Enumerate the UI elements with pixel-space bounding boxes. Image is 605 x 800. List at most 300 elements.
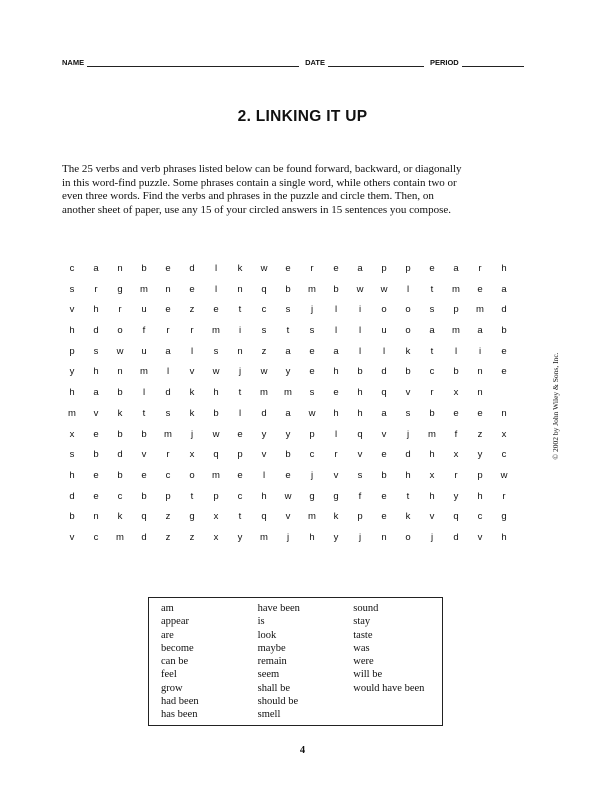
grid-letter[interactable]: w [356, 283, 364, 295]
grid-letter[interactable]: j [310, 304, 314, 316]
grid-letter[interactable]: d [165, 387, 171, 399]
grid-letter[interactable]: y [261, 428, 267, 440]
grid-letter[interactable]: d [453, 531, 459, 543]
grid-letter[interactable]: b [285, 283, 291, 295]
grid-letter[interactable]: r [454, 469, 458, 481]
grid-letter[interactable]: j [238, 366, 242, 378]
instruction-line: even three words. Find the verbs and phrases in the puzzle and circle them. Then, on [62, 190, 434, 202]
header-fields [62, 53, 532, 67]
grid-letter[interactable]: r [478, 263, 482, 274]
word-list-item: was [353, 642, 370, 654]
grid-letter[interactable]: s [285, 304, 291, 316]
grid-letter[interactable]: l [454, 345, 458, 357]
grid-letter[interactable]: e [285, 469, 291, 481]
grid-letter[interactable]: h [357, 387, 363, 399]
grid-letter[interactable]: c [69, 263, 75, 274]
grid-letter[interactable]: x [453, 449, 459, 461]
grid-letter[interactable]: d [189, 263, 195, 274]
grid-letter[interactable]: o [117, 325, 123, 337]
grid-letter[interactable]: e [93, 469, 99, 481]
grid-letter[interactable]: r [190, 325, 194, 337]
grid-letter[interactable]: h [93, 366, 99, 378]
grid-letter[interactable]: c [93, 531, 99, 543]
grid-letter[interactable]: s [213, 345, 219, 357]
grid-letter[interactable]: x [69, 428, 75, 440]
grid-letter[interactable]: v [69, 304, 75, 316]
word-list-item: shall be [257, 682, 290, 694]
grid-letter[interactable]: h [429, 449, 435, 461]
grid-letter[interactable]: p [405, 263, 411, 274]
grid-letter[interactable]: v [381, 428, 387, 440]
grid-letter[interactable]: x [213, 531, 219, 543]
grid-letter[interactable]: r [502, 490, 506, 502]
grid-letter[interactable]: l [238, 407, 242, 419]
grid-letter[interactable]: t [190, 490, 194, 502]
word-list-item: should be [257, 696, 299, 708]
grid-letter[interactable]: l [262, 469, 266, 481]
grid-letter[interactable]: m [116, 531, 124, 543]
grid-letter[interactable]: w [260, 366, 268, 378]
grid-letter[interactable]: a [285, 345, 291, 357]
grid-letter[interactable]: p [453, 304, 459, 316]
name-blank[interactable] [87, 58, 299, 67]
grid-letter[interactable]: j [310, 469, 314, 481]
grid-letter[interactable]: l [334, 325, 338, 337]
grid-letter[interactable]: e [237, 428, 243, 440]
grid-letter[interactable]: e [333, 387, 339, 399]
grid-letter[interactable]: h [477, 490, 483, 502]
grid-letter[interactable]: e [141, 469, 147, 481]
grid-letter[interactable]: t [238, 304, 242, 316]
grid-letter[interactable]: p [309, 428, 315, 440]
grid-letter[interactable]: d [69, 490, 75, 502]
grid-letter[interactable]: b [213, 407, 219, 419]
grid-letter[interactable]: j [190, 428, 194, 440]
grid-letter[interactable]: l [190, 345, 194, 357]
page-number: 4 [299, 745, 306, 756]
grid-letter[interactable]: u [141, 304, 147, 316]
grid-letter[interactable]: a [357, 263, 363, 274]
word-list-item: is [257, 616, 265, 628]
grid-letter[interactable]: z [165, 531, 171, 543]
grid-letter[interactable]: e [477, 407, 483, 419]
grid-letter[interactable]: o [189, 469, 195, 481]
grid-letter[interactable]: t [286, 325, 290, 337]
grid-letter[interactable]: n [165, 283, 171, 295]
grid-letter[interactable]: p [165, 490, 171, 502]
grid-letter[interactable]: q [141, 511, 147, 523]
grid-letter[interactable]: b [453, 366, 459, 378]
grid-letter[interactable]: p [381, 263, 387, 274]
grid-letter[interactable]: l [334, 428, 338, 440]
grid-letter[interactable]: b [117, 387, 123, 399]
grid-letter[interactable]: y [69, 366, 75, 378]
grid-letter[interactable]: u [141, 345, 147, 357]
grid-letter[interactable]: i [358, 304, 362, 316]
word-list-column-1 [161, 602, 258, 725]
grid-letter[interactable]: h [333, 407, 339, 419]
grid-letter[interactable]: j [406, 428, 410, 440]
date-blank[interactable] [328, 58, 424, 67]
grid-letter[interactable]: w [500, 469, 508, 481]
grid-letter[interactable]: x [429, 469, 435, 481]
grid-row [60, 321, 540, 342]
grid-letter[interactable]: a [501, 283, 507, 295]
grid-letter[interactable]: a [285, 407, 291, 419]
grid-letter[interactable]: l [166, 366, 170, 378]
grid-letter[interactable]: m [212, 469, 220, 481]
grid-letter[interactable]: k [405, 345, 411, 357]
grid-letter[interactable]: c [165, 469, 171, 481]
grid-letter[interactable]: t [430, 283, 434, 295]
grid-row [60, 507, 540, 528]
grid-letter[interactable]: y [477, 449, 483, 461]
grid-letter[interactable]: n [117, 263, 123, 274]
grid-letter[interactable]: r [310, 263, 314, 274]
grid-letter[interactable]: e [189, 283, 195, 295]
grid-letter[interactable]: v [405, 387, 411, 399]
grid-letter[interactable]: e [381, 490, 387, 502]
grid-letter[interactable]: b [141, 263, 147, 274]
grid-letter[interactable]: u [381, 325, 387, 337]
grid-letter[interactable]: x [501, 428, 507, 440]
word-list-item: maybe [257, 642, 286, 654]
word-list-box [148, 597, 443, 726]
grid-letter[interactable]: e [309, 345, 315, 357]
grid-letter[interactable]: v [285, 511, 291, 523]
grid-letter[interactable]: l [358, 325, 362, 337]
grid-letter[interactable]: y [285, 428, 291, 440]
grid-letter[interactable]: t [142, 407, 146, 419]
grid-letter[interactable]: k [189, 387, 195, 399]
word-list-item: has been [161, 709, 198, 721]
grid-letter[interactable]: f [142, 325, 146, 337]
grid-letter[interactable]: d [261, 407, 267, 419]
grid-letter[interactable]: l [214, 283, 218, 295]
grid-letter[interactable]: l [214, 263, 218, 274]
grid-letter[interactable]: r [166, 325, 170, 337]
page-title: 2. LINKING IT UP [237, 108, 368, 125]
word-list-item: feel [161, 669, 177, 681]
grid-letter[interactable]: g [309, 490, 315, 502]
grid-letter[interactable]: p [477, 469, 483, 481]
grid-letter[interactable]: q [213, 449, 219, 461]
grid-letter[interactable]: z [261, 345, 267, 357]
grid-letter[interactable]: s [429, 304, 435, 316]
grid-letter[interactable]: q [357, 428, 363, 440]
grid-letter[interactable]: l [334, 304, 338, 316]
grid-letter[interactable]: b [69, 511, 75, 523]
grid-letter[interactable]: e [333, 263, 339, 274]
word-list-item: grow [161, 682, 183, 694]
grid-letter[interactable]: h [69, 469, 75, 481]
grid-letter[interactable]: n [477, 387, 483, 399]
grid-letter[interactable]: v [93, 407, 99, 419]
grid-letter[interactable]: s [309, 325, 315, 337]
grid-letter[interactable]: e [381, 511, 387, 523]
word-list-item: sound [353, 603, 379, 614]
grid-letter[interactable]: n [93, 511, 99, 523]
grid-letter[interactable]: h [213, 387, 219, 399]
grid-letter[interactable]: k [117, 407, 123, 419]
grid-letter[interactable]: r [118, 304, 122, 316]
grid-letter[interactable]: c [309, 449, 315, 461]
grid-letter[interactable]: j [286, 531, 290, 543]
grid-letter[interactable]: t [238, 511, 242, 523]
grid-letter[interactable]: w [212, 428, 220, 440]
grid-letter[interactable]: k [117, 511, 123, 523]
grid-letter[interactable]: z [165, 511, 171, 523]
grid-letter[interactable]: d [141, 531, 147, 543]
grid-row [60, 425, 540, 446]
grid-letter[interactable]: r [94, 283, 98, 295]
grid-letter[interactable]: r [430, 387, 434, 399]
grid-letter[interactable]: r [166, 449, 170, 461]
grid-letter[interactable]: s [309, 387, 315, 399]
grid-letter[interactable]: a [165, 345, 171, 357]
grid-letter[interactable]: o [381, 304, 387, 316]
grid-letter[interactable]: n [237, 345, 243, 357]
grid-letter[interactable]: t [238, 387, 242, 399]
grid-letter[interactable]: e [501, 345, 507, 357]
grid-letter[interactable]: p [237, 449, 243, 461]
grid-letter[interactable]: b [405, 366, 411, 378]
grid-letter[interactable]: z [189, 531, 195, 543]
grid-letter[interactable]: e [213, 304, 219, 316]
grid-letter[interactable]: g [117, 283, 123, 295]
grid-letter[interactable]: x [189, 449, 195, 461]
grid-letter[interactable]: z [477, 428, 483, 440]
grid-letter[interactable]: b [333, 283, 339, 295]
copyright-notice: © 2002 by John Wiley & Sons, Inc. [551, 352, 560, 460]
grid-letter[interactable]: m [140, 283, 148, 295]
grid-letter[interactable]: q [261, 283, 267, 295]
grid-letter[interactable]: b [117, 428, 123, 440]
grid-letter[interactable]: e [93, 490, 99, 502]
grid-letter[interactable]: f [454, 428, 458, 440]
grid-letter[interactable]: b [501, 325, 507, 337]
grid-letter[interactable]: e [237, 469, 243, 481]
grid-letter[interactable]: w [380, 283, 388, 295]
grid-letter[interactable]: b [117, 469, 123, 481]
grid-letter[interactable]: c [117, 490, 123, 502]
grid-letter[interactable]: o [405, 304, 411, 316]
grid-letter[interactable]: m [308, 283, 316, 295]
grid-letter[interactable]: s [69, 449, 75, 461]
grid-letter[interactable]: d [93, 325, 99, 337]
grid-letter[interactable]: v [477, 531, 483, 543]
instruction-line: in this word-find puzzle. Some phrases contain a single word, while others contain two or [62, 176, 457, 189]
grid-letter[interactable]: m [164, 428, 172, 440]
grid-letter[interactable]: h [333, 366, 339, 378]
grid-letter[interactable]: g [333, 490, 339, 502]
grid-letter[interactable]: y [237, 531, 243, 543]
grid-letter[interactable]: y [453, 490, 459, 502]
grid-letter[interactable]: w [284, 490, 292, 502]
grid-letter[interactable]: w [308, 407, 316, 419]
grid-letter[interactable]: e [285, 263, 291, 274]
grid-letter[interactable]: d [405, 449, 411, 461]
grid-letter[interactable]: s [69, 283, 75, 295]
word-list-item: stay [353, 616, 371, 628]
grid-letter[interactable]: c [429, 366, 435, 378]
grid-letter[interactable]: e [165, 263, 171, 274]
grid-letter[interactable]: w [260, 263, 268, 274]
grid-letter[interactable]: a [381, 407, 387, 419]
grid-letter[interactable]: b [429, 407, 435, 419]
grid-letter[interactable]: t [406, 490, 410, 502]
grid-letter[interactable]: h [69, 325, 75, 337]
grid-letter[interactable]: v [261, 449, 267, 461]
grid-letter[interactable]: k [189, 407, 195, 419]
grid-letter[interactable]: r [334, 449, 338, 461]
grid-letter[interactable]: s [93, 345, 99, 357]
grid-letter[interactable]: m [284, 387, 292, 399]
grid-letter[interactable]: p [213, 490, 219, 502]
grid-letter[interactable]: h [261, 490, 267, 502]
word-list-item: become [161, 642, 194, 654]
grid-letter[interactable]: w [116, 345, 124, 357]
grid-letter[interactable]: d [381, 366, 387, 378]
grid-letter[interactable]: b [93, 449, 99, 461]
grid-letter[interactable]: j [358, 531, 362, 543]
grid-letter[interactable]: e [165, 304, 171, 316]
grid-letter[interactable]: c [261, 304, 267, 316]
grid-letter[interactable]: x [213, 511, 219, 523]
grid-letter[interactable]: h [429, 490, 435, 502]
grid-letter[interactable]: o [405, 531, 411, 543]
grid-letter[interactable]: k [333, 511, 339, 523]
grid-letter[interactable]: f [358, 490, 362, 502]
grid-letter[interactable]: m [140, 366, 148, 378]
grid-letter[interactable]: e [309, 366, 315, 378]
grid-letter[interactable]: e [477, 283, 483, 295]
grid-letter[interactable]: e [429, 263, 435, 274]
instructions [62, 163, 537, 217]
grid-letter[interactable]: e [453, 407, 459, 419]
grid-letter[interactable]: a [453, 263, 459, 274]
word-list-item: will be [353, 669, 383, 681]
word-list-item: look [257, 629, 277, 641]
grid-letter[interactable]: h [405, 469, 411, 481]
grid-letter[interactable]: m [260, 387, 268, 399]
grid-letter[interactable]: q [381, 387, 387, 399]
grid-letter[interactable]: p [69, 345, 75, 357]
grid-letter[interactable]: m [452, 283, 460, 295]
grid-letter[interactable]: s [357, 469, 363, 481]
grid-letter[interactable]: s [405, 407, 411, 419]
grid-letter[interactable]: a [477, 325, 483, 337]
grid-letter[interactable]: k [405, 511, 411, 523]
word-list-item: remain [257, 656, 287, 668]
grid-letter[interactable]: q [453, 511, 459, 523]
grid-letter[interactable]: n [381, 531, 387, 543]
grid-letter[interactable]: o [405, 325, 411, 337]
grid-letter[interactable]: s [261, 325, 267, 337]
grid-letter[interactable]: s [165, 407, 171, 419]
grid-row [60, 445, 540, 466]
grid-letter[interactable]: j [430, 531, 434, 543]
grid-letter[interactable]: h [501, 531, 507, 543]
grid-letter[interactable]: l [406, 283, 410, 295]
grid-letter[interactable]: v [69, 531, 75, 543]
grid-letter[interactable]: h [357, 407, 363, 419]
grid-letter[interactable]: g [501, 511, 507, 523]
grid-letter[interactable]: m [476, 304, 484, 316]
grid-letter[interactable]: v [141, 449, 147, 461]
grid-letter[interactable]: b [141, 428, 147, 440]
grid-letter[interactable]: m [212, 325, 220, 337]
word-list-item: had been [161, 696, 199, 708]
grid-letter[interactable]: y [333, 531, 339, 543]
grid-letter[interactable]: b [381, 469, 387, 481]
grid-letter[interactable]: c [477, 511, 483, 523]
grid-letter[interactable]: m [428, 428, 436, 440]
grid-letter[interactable]: n [237, 283, 243, 295]
grid-letter[interactable]: a [333, 345, 339, 357]
period-blank[interactable] [462, 58, 524, 67]
grid-letter[interactable]: n [501, 407, 507, 419]
grid-letter[interactable]: v [333, 469, 339, 481]
grid-letter[interactable]: b [141, 490, 147, 502]
grid-letter[interactable]: l [358, 345, 362, 357]
grid-letter[interactable]: m [308, 511, 316, 523]
grid-letter[interactable]: m [452, 325, 460, 337]
grid-letter[interactable]: i [478, 345, 482, 357]
grid-letter[interactable]: m [68, 407, 76, 419]
grid-letter[interactable]: p [357, 511, 363, 523]
grid-letter[interactable]: a [429, 325, 435, 337]
grid-letter[interactable]: h [69, 387, 75, 399]
grid-letter[interactable]: v [357, 449, 363, 461]
grid-letter[interactable]: d [117, 449, 123, 461]
grid-letter[interactable]: x [453, 387, 459, 399]
grid-letter[interactable]: e [93, 428, 99, 440]
grid-letter[interactable]: a [93, 263, 99, 274]
grid-letter[interactable]: l [382, 345, 386, 357]
grid-letter[interactable]: c [501, 449, 507, 461]
grid-letter[interactable]: k [237, 263, 243, 274]
grid-letter[interactable]: h [501, 263, 507, 274]
grid-letter[interactable]: b [357, 366, 363, 378]
grid-letter[interactable]: a [93, 387, 99, 399]
grid-letter[interactable]: e [501, 366, 507, 378]
grid-letter[interactable]: d [501, 304, 507, 316]
grid-letter[interactable]: b [285, 449, 291, 461]
word-find-grid [60, 259, 540, 549]
grid-letter[interactable]: g [189, 511, 195, 523]
grid-letter[interactable]: h [93, 304, 99, 316]
grid-letter[interactable]: e [381, 449, 387, 461]
grid-letter[interactable]: c [237, 490, 243, 502]
grid-letter[interactable]: t [430, 345, 434, 357]
grid-letter[interactable]: n [117, 366, 123, 378]
grid-letter[interactable]: v [189, 366, 195, 378]
grid-letter[interactable]: h [309, 531, 315, 543]
grid-letter[interactable]: v [429, 511, 435, 523]
grid-letter[interactable]: m [260, 531, 268, 543]
grid-letter[interactable]: q [261, 511, 267, 523]
word-list-column-2 [258, 602, 354, 725]
grid-letter[interactable]: i [238, 325, 242, 337]
grid-letter[interactable]: w [212, 366, 220, 378]
grid-letter[interactable]: y [285, 366, 291, 378]
grid-letter[interactable]: l [142, 387, 146, 399]
period-label: PERIOD [429, 58, 459, 67]
grid-letter[interactable]: n [477, 366, 483, 378]
instruction-line: The 25 verbs and verb phrases listed below can be found forward, backward, or diagonally [62, 163, 462, 175]
grid-letter[interactable]: z [189, 304, 195, 316]
